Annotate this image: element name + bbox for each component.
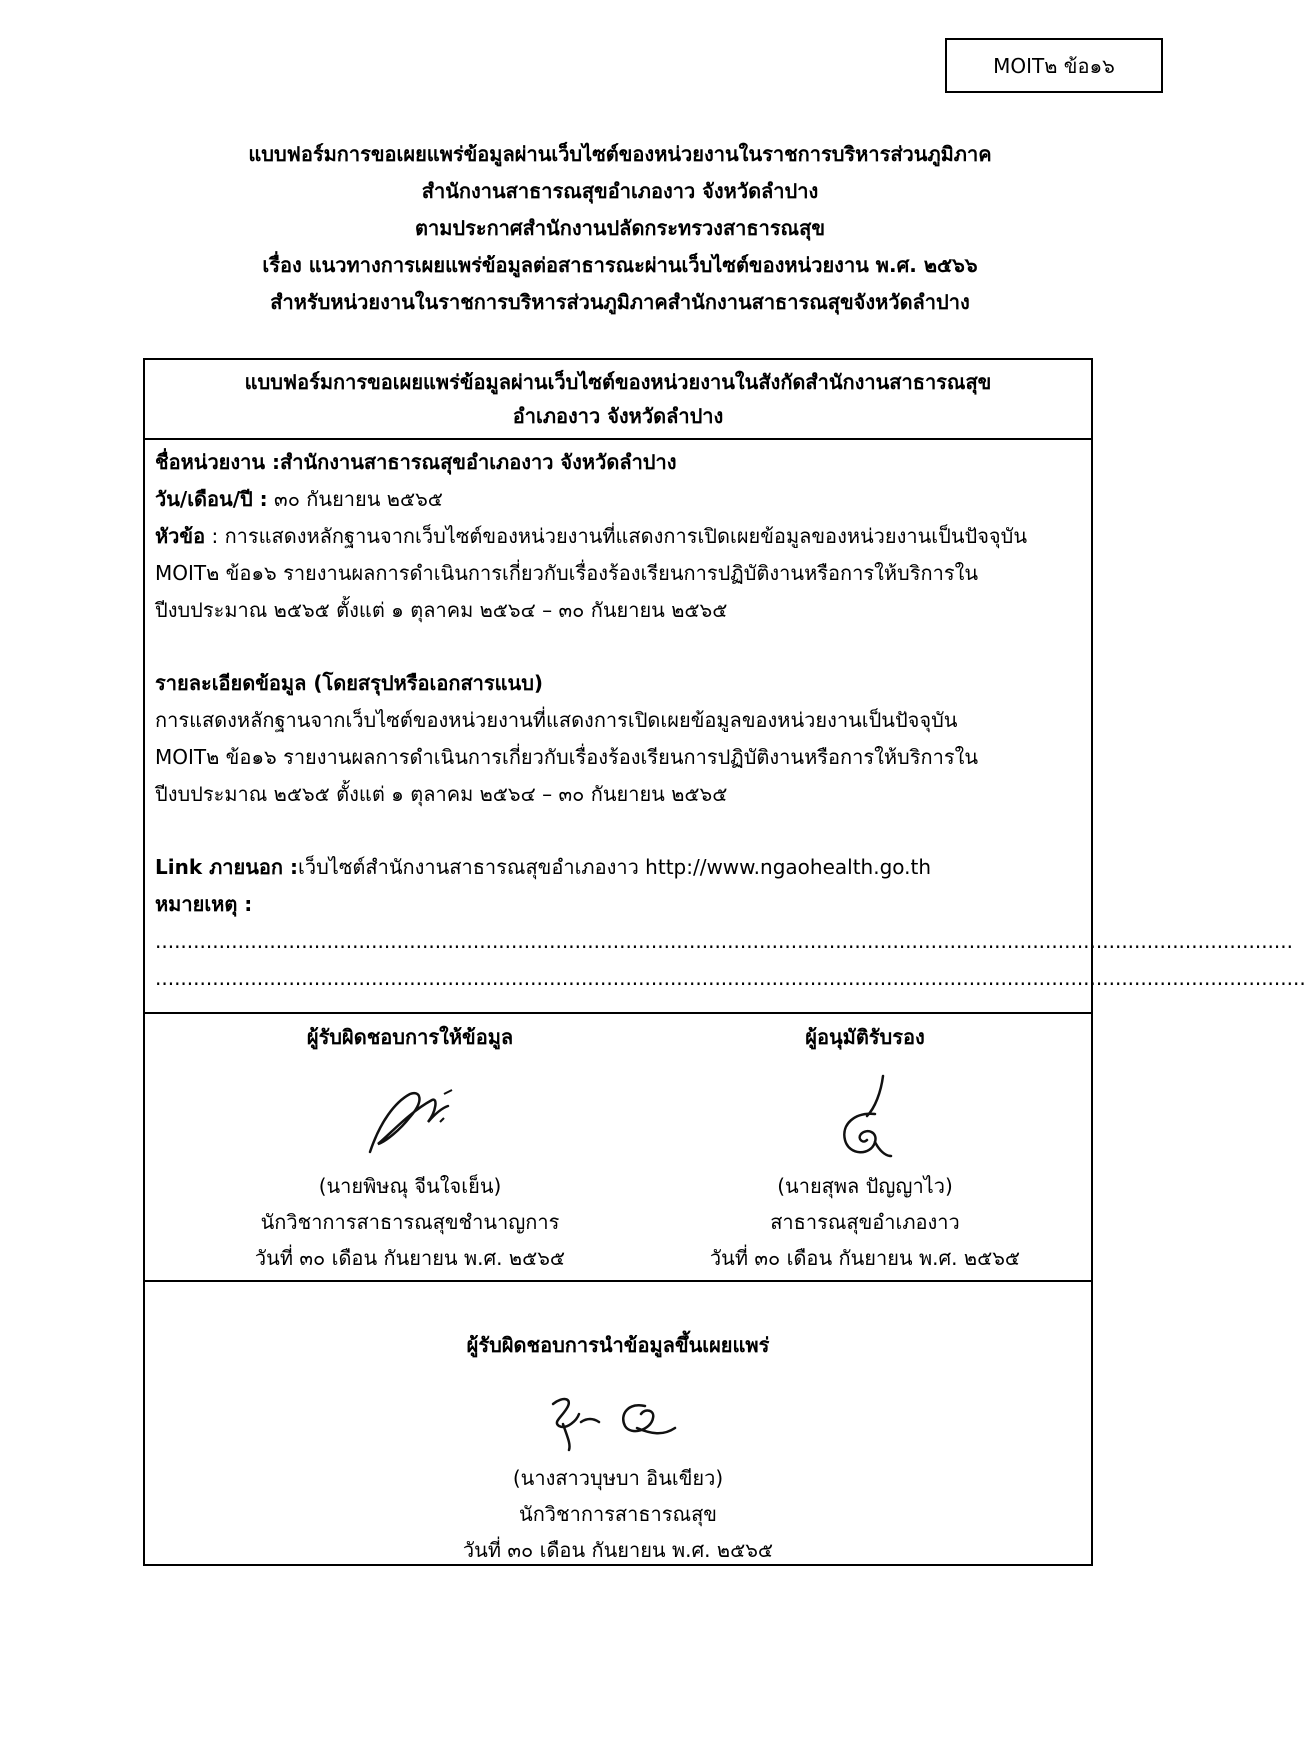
topic-label: หัวข้อ [155,524,206,548]
document-header [150,136,1090,321]
provider-name: (นายพิษณุ จีนใจเย็น) [318,1174,502,1198]
approver-date: วันที่ ๓๐ เดือน กันยายน พ.ศ. ๒๕๖๕ [709,1246,1021,1270]
agency-label: ชื่อหน่วยงาน : [155,450,281,474]
remark-dots: ................................................................................................................................................................................... [155,929,1293,953]
agency-value: สำนักงานสาธารณสุขอำเภองาว จังหวัดลำปาง [280,450,677,474]
header-line: สำนักงานสาธารณสุขอำเภองาว จังหวัดลำปาง [421,179,819,203]
date-label: วัน/เดือน/ปี : [155,487,268,511]
document-code-box [945,38,1163,93]
date-value: ๓๐ กันยายน ๒๕๖๕ [267,487,443,511]
publisher-signature-image [533,1384,703,1454]
approver-heading: ผู้อนุมัติรับรอง [805,1025,925,1049]
header-line: ตามประกาศสำนักงานปลัดกระทรวงสาธารณสุข [414,216,825,240]
provider-position: นักวิชาการสาธารณสุขชำนาญการ [260,1210,560,1234]
agency-row [155,444,1081,481]
remark-label: หมายเหตุ : [155,892,253,916]
header-line: แบบฟอร์มการขอเผยแพร่ข้อมูลผ่านเว็บไซต์ของหน่วยงานในราชการบริหารส่วนภูมิภาค [248,142,992,166]
form-title [145,360,1091,440]
link-value: เว็บไซต์สำนักงานสาธารณสุขอำเภองาว http://www.ngaohealth.go.th [298,855,932,879]
link-row [155,849,1081,886]
detail-line: ปีงบประมาณ ๒๕๖๕ ตั้งแต่ ๑ ตุลาคม ๒๕๖๔ – ๓๐ กันยายน ๒๕๖๕ [155,782,728,806]
approver-signature-image [805,1072,925,1162]
provider-signature-image [340,1072,480,1162]
header-line: สำหรับหน่วยงานในราชการบริหารส่วนภูมิภาคสำนักงานสาธารณสุขจังหวัดลำปาง [270,290,970,314]
approver-position: สาธารณสุขอำเภองาว [770,1210,960,1234]
remark-dots: ..................................................................................................................................................................................... [155,966,1306,990]
approver-signature-block [635,1014,1095,1276]
publisher-date: วันที่ ๓๐ เดือน กันยายน พ.ศ. ๒๕๖๕ [462,1538,774,1562]
approver-name: (นายสุพล ปัญญาไว) [777,1174,953,1198]
detail-line: การแสดงหลักฐานจากเว็บไซต์ของหน่วยงานที่แสดงการเปิดเผยข้อมูลของหน่วยงานเป็นปัจจุบัน [155,708,958,732]
provider-date: วันที่ ๓๐ เดือน กันยายน พ.ศ. ๒๕๖๕ [254,1246,566,1270]
form-details [145,440,1306,1014]
publisher-heading: ผู้รับผิดชอบการนำข้อมูลขึ้นเผยแพร่ [466,1333,770,1357]
publisher-name: (นางสาวบุษบา อินเขียว) [512,1466,724,1490]
topic-line: : การแสดงหลักฐานจากเว็บไซต์ของหน่วยงานที่แสดงการเปิดเผยข้อมูลของหน่วยงานเป็นปัจจุบัน [205,524,1028,548]
document-code: MOIT๒ ข้อ๑๖ [993,53,1115,78]
provider-signature-block [180,1014,640,1276]
publication-form [143,358,1306,1566]
header-line: เรื่อง แนวทางการเผยแพร่ข้อมูลต่อสาธารณะผ่านเว็บไซต์ของหน่วยงาน พ.ศ. ๒๕๖๖ [262,253,978,277]
publisher-section [145,1282,1091,1564]
detail-label: รายละเอียดข้อมูล (โดยสรุปหรือเอกสารแนบ) [155,671,544,695]
signature-section [145,1014,1091,1282]
topic-line: MOIT๒ ข้อ๑๖ รายงานผลการดำเนินการเกี่ยวกับเรื่องร้องเรียนการปฏิบัติงานหรือการให้บริการใน [155,561,979,585]
topic-line: ปีงบประมาณ ๒๕๖๕ ตั้งแต่ ๑ ตุลาคม ๒๕๖๔ – ๓๐ กันยายน ๒๕๖๕ [155,598,728,622]
detail-line: MOIT๒ ข้อ๑๖ รายงานผลการดำเนินการเกี่ยวกับเรื่องร้องเรียนการปฏิบัติงานหรือการให้บริการใน [155,745,979,769]
form-title-line: แบบฟอร์มการขอเผยแพร่ข้อมูลผ่านเว็บไซต์ของหน่วยงานในสังกัดสำนักงานสาธารณสุข [244,370,992,394]
topic-row [155,518,1081,555]
publisher-position: นักวิชาการสาธารณสุข [519,1502,717,1526]
provider-heading: ผู้รับผิดชอบการให้ข้อมูล [306,1025,514,1049]
form-title-line: อำเภองาว จังหวัดลำปาง [512,404,724,428]
link-label: Link ภายนอก : [155,855,298,879]
date-row [155,481,1081,518]
